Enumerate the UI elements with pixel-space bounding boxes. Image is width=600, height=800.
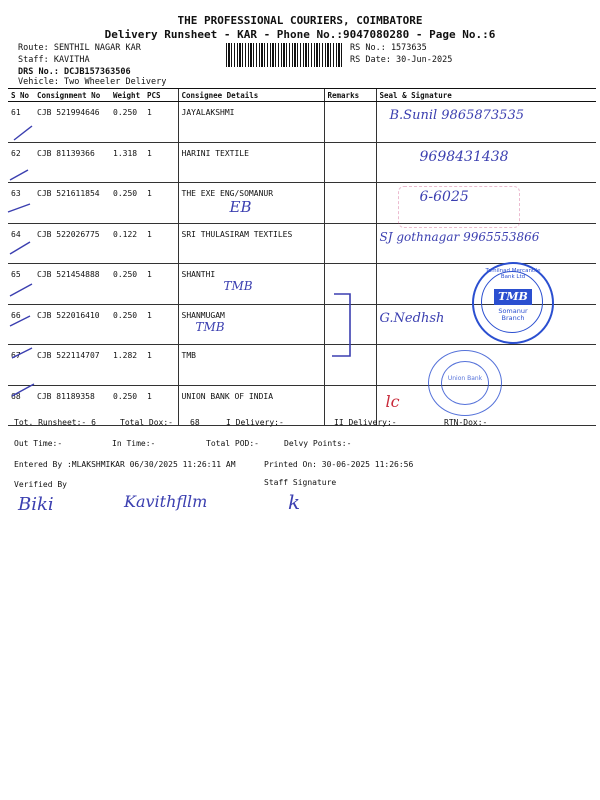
verified-signature-2: Kavithfllm bbox=[124, 492, 208, 511]
row-consignee: SHANTHI bbox=[181, 270, 216, 279]
company-title: THE PROFESSIONAL COURIERS, COIMBATORE bbox=[177, 14, 423, 27]
row-sno: 64 bbox=[8, 223, 34, 264]
tick-mark bbox=[10, 242, 30, 254]
row-signature: 6-6025 bbox=[419, 189, 469, 205]
stamp-logo: TMB bbox=[494, 289, 532, 305]
verified-signature-1: Biki bbox=[18, 494, 54, 515]
row-weight: 1.282 bbox=[110, 345, 144, 386]
row-pcs: 1 bbox=[144, 183, 178, 224]
total-dox-value: 68 bbox=[190, 418, 200, 427]
stamp-ring-text: Union Bank bbox=[447, 375, 483, 382]
row-handwritten-note: TMB bbox=[195, 319, 225, 334]
row-signature: 9698431438 bbox=[419, 148, 509, 165]
staff-signature-mark: k bbox=[288, 490, 301, 514]
total-pod: Total POD:- bbox=[206, 439, 259, 448]
row-sno: 67 bbox=[8, 345, 34, 386]
row-pcs: 1 bbox=[144, 304, 178, 345]
row-consignment: CJB 522016410 bbox=[34, 304, 110, 345]
row-consignee: UNION BANK OF INDIA bbox=[181, 391, 274, 401]
row-consignment: CJB 81139366 bbox=[34, 142, 110, 183]
tick-marks bbox=[0, 100, 40, 400]
stamp-inner-ring bbox=[441, 361, 489, 405]
row-sno: 65 bbox=[8, 264, 34, 305]
total-dox-label: Total Dox:- bbox=[120, 418, 173, 427]
row-consignment: CJB 521454888 bbox=[34, 264, 110, 305]
row-consignee: JAYALAKSHMI bbox=[181, 108, 235, 117]
row-consignee: THE EXE ENG/SOMANUR bbox=[181, 189, 274, 198]
row-sno: 66 bbox=[8, 304, 34, 345]
row-pcs: 1 bbox=[144, 102, 178, 143]
ii-delivery: II Delivery:- bbox=[334, 418, 397, 427]
rs-date: RS Date: 30-Jun-2025 bbox=[350, 55, 453, 65]
row-sno: 61 bbox=[8, 102, 34, 143]
drs-number: DRS No.: DCJB157363506 bbox=[18, 67, 131, 77]
out-time: Out Time:- bbox=[14, 439, 63, 448]
printed-on: Printed On: 30-06-2025 11:26:56 bbox=[264, 460, 414, 469]
tick-mark bbox=[10, 170, 28, 180]
col-pcs: PCS bbox=[144, 89, 178, 102]
col-sno: S No bbox=[8, 89, 34, 102]
col-seal-signature: Seal & Signature bbox=[376, 89, 596, 102]
row-weight: 1.318 bbox=[110, 142, 144, 183]
row-consignment: CJB 521994646 bbox=[34, 102, 110, 143]
rtn-dox: RTN-Dox:- bbox=[444, 418, 488, 427]
table-header-row bbox=[8, 89, 596, 102]
row-consignment: CJB 522026775 bbox=[34, 223, 110, 264]
tmb-bank-stamp bbox=[472, 262, 554, 344]
entered-by: Entered By :MLAKSHMIKAR 06/30/2025 11:26:11 AM bbox=[14, 460, 236, 469]
row-consignment: CJB 522114707 bbox=[34, 345, 110, 386]
col-consignee: Consignee Details bbox=[178, 89, 324, 102]
row-handwritten-note: EB bbox=[229, 198, 252, 216]
delvy-points: Delvy Points:- bbox=[284, 439, 352, 448]
table-row bbox=[8, 385, 596, 426]
tick-mark bbox=[12, 348, 32, 358]
row-consignee: SHANMUGAM bbox=[181, 310, 225, 320]
faded-stamp bbox=[398, 186, 520, 228]
vehicle-label: Vehicle: Two Wheeler Delivery bbox=[18, 77, 167, 87]
row-weight: 0.250 bbox=[110, 385, 144, 426]
col-consignment: Consignment No bbox=[34, 89, 110, 102]
tick-mark bbox=[10, 316, 30, 326]
union-bank-stamp bbox=[428, 350, 502, 416]
row-pcs: 1 bbox=[144, 223, 178, 264]
row-consignment: CJB 81189358 bbox=[34, 385, 110, 426]
tot-runsheet: Tot. Runsheet:- 6 bbox=[14, 418, 96, 427]
row-consignee: SRI THULASIRAM TEXTILES bbox=[181, 229, 293, 239]
i-delivery: I Delivery:- bbox=[226, 418, 284, 427]
staff-label: Staff: KAVITHA bbox=[18, 55, 90, 65]
row-sno: 68 bbox=[8, 385, 34, 426]
row-consignee: HARINI TEXTILE bbox=[181, 148, 249, 158]
barcode bbox=[226, 43, 344, 67]
stamp-ring-text: Tamilnad Mercantile Bank Ltd bbox=[485, 268, 541, 280]
row-signature: lc bbox=[385, 391, 400, 411]
tick-mark bbox=[12, 384, 34, 396]
remarks-bracket bbox=[328, 290, 358, 362]
route-label: Route: SENTHIL NAGAR KAR bbox=[18, 43, 141, 53]
table-row bbox=[8, 142, 596, 183]
row-consignee: TMB bbox=[181, 351, 196, 360]
row-weight: 0.250 bbox=[110, 304, 144, 345]
col-weight: Weight bbox=[110, 89, 144, 102]
row-sno: 63 bbox=[8, 183, 34, 224]
tick-mark bbox=[14, 126, 32, 140]
col-remarks: Remarks bbox=[324, 89, 376, 102]
row-pcs: 1 bbox=[144, 264, 178, 305]
row-pcs: 1 bbox=[144, 345, 178, 386]
row-sno: 62 bbox=[8, 142, 34, 183]
verified-by: Verified By bbox=[14, 480, 67, 489]
row-pcs: 1 bbox=[144, 142, 178, 183]
table-row bbox=[8, 102, 596, 143]
tick-mark bbox=[8, 204, 30, 212]
row-pcs: 1 bbox=[144, 385, 178, 426]
row-signature: G.Nedhsh bbox=[379, 310, 445, 326]
row-weight: 0.250 bbox=[110, 264, 144, 305]
tick-mark bbox=[10, 284, 32, 296]
in-time: In Time:- bbox=[112, 439, 156, 448]
row-weight: 0.122 bbox=[110, 223, 144, 264]
staff-signature: Staff Signature bbox=[264, 478, 337, 487]
runsheet-title: Delivery Runsheet - KAR - Phone No.:9047080280 - Page No.:6 bbox=[104, 28, 496, 41]
table-row bbox=[8, 223, 596, 264]
row-weight: 0.250 bbox=[110, 183, 144, 224]
row-weight: 0.250 bbox=[110, 102, 144, 143]
row-consignment: CJB 521611854 bbox=[34, 183, 110, 224]
row-handwritten-note: TMB bbox=[223, 279, 253, 293]
row-signature: B.Sunil 9865873535 bbox=[389, 108, 524, 123]
row-signature: SJ gothnagar 9965553866 bbox=[379, 229, 540, 244]
runsheet-table bbox=[8, 88, 596, 426]
stamp-branch: Somanur Branch bbox=[498, 307, 528, 322]
table-row bbox=[8, 345, 596, 386]
rs-number: RS No.: 1573635 bbox=[350, 43, 427, 53]
